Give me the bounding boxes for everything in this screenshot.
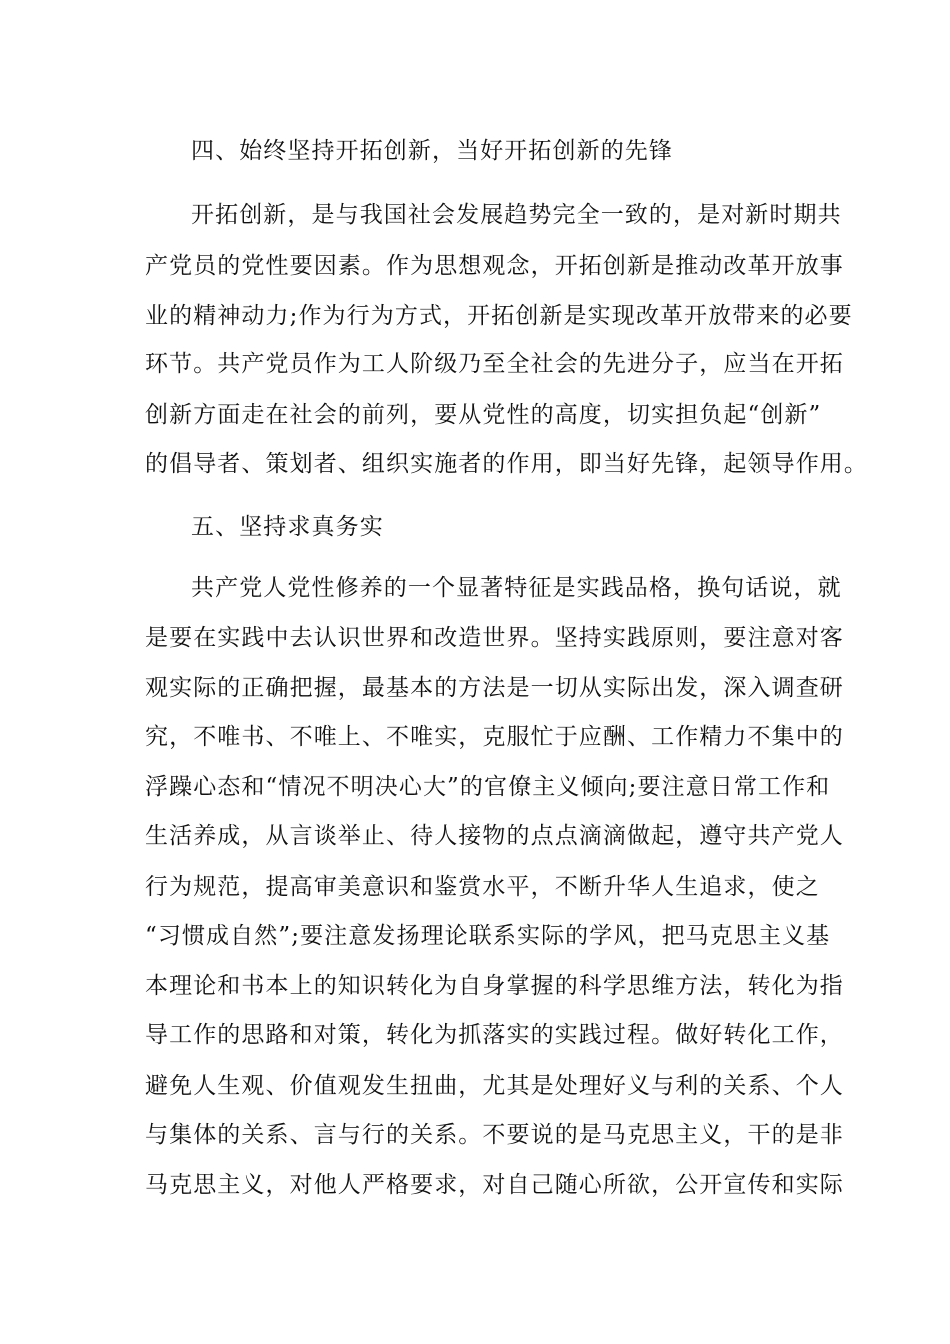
paragraph-line: 马克思主义，对他人严格要求，对自己随心所欲，公开宣传和实际 xyxy=(145,1172,844,1198)
paragraph-line: 导工作的思路和对策，转化为抓落实的实践过程。做好转化工作， xyxy=(145,1022,844,1048)
paragraph-line: 与集体的关系、言与行的关系。不要说的是马克思主义，干的是非 xyxy=(145,1122,844,1148)
paragraph-line: 共产党人党性修养的一个显著特征是实践品格，换句话说，就 xyxy=(191,575,842,601)
section-heading-4: 四、始终坚持开拓创新，当好开拓创新的先锋 xyxy=(191,138,673,164)
paragraph-line: 创新方面走在社会的前列，要从党性的高度，切实担负起“创新” xyxy=(145,402,822,428)
paragraph-line: “习惯成自然”;要注意发扬理论联系实际的学风，把马克思主义基 xyxy=(145,923,831,949)
paragraph-line: 行为规范，提高审美意识和鉴赏水平，不断升华人生追求，使之 xyxy=(145,874,820,900)
paragraph-line: 观实际的正确把握，最基本的方法是一切从实际出发，深入调查研 xyxy=(145,675,844,701)
paragraph-line: 究，不唯书、不唯上、不唯实，克服忙于应酬、工作精力不集中的 xyxy=(145,724,844,750)
paragraph-line: 是要在实践中去认识世界和改造世界。坚持实践原则，要注意对客 xyxy=(145,625,844,651)
paragraph-line: 的倡导者、策划者、组织实施者的作用，即当好先锋，起领导作用。 xyxy=(145,451,868,477)
section-heading-5: 五、坚持求真务实 xyxy=(191,514,384,540)
paragraph-line: 产党员的党性要因素。作为思想观念，开拓创新是推动改革开放事 xyxy=(145,253,844,279)
paragraph-line: 浮躁心态和“情况不明决心大”的官僚主义倾向;要注意日常工作和 xyxy=(145,774,831,800)
paragraph-line: 避免人生观、价值观发生扭曲，尤其是处理好义与利的关系、个人 xyxy=(145,1073,844,1099)
paragraph-line: 环节。共产党员作为工人阶级乃至全社会的先进分子，应当在开拓 xyxy=(145,351,844,377)
paragraph-line: 生活养成，从言谈举止、待人接物的点点滴滴做起，遵守共产党人 xyxy=(145,823,844,849)
paragraph-line: 业的精神动力;作为行为方式，开拓创新是实现改革开放带来的必要 xyxy=(145,303,853,329)
paragraph-line: 开拓创新，是与我国社会发展趋势完全一致的，是对新时期共 xyxy=(191,202,842,228)
paragraph-line: 本理论和书本上的知识转化为自身掌握的科学思维方法，转化为指 xyxy=(145,973,844,999)
